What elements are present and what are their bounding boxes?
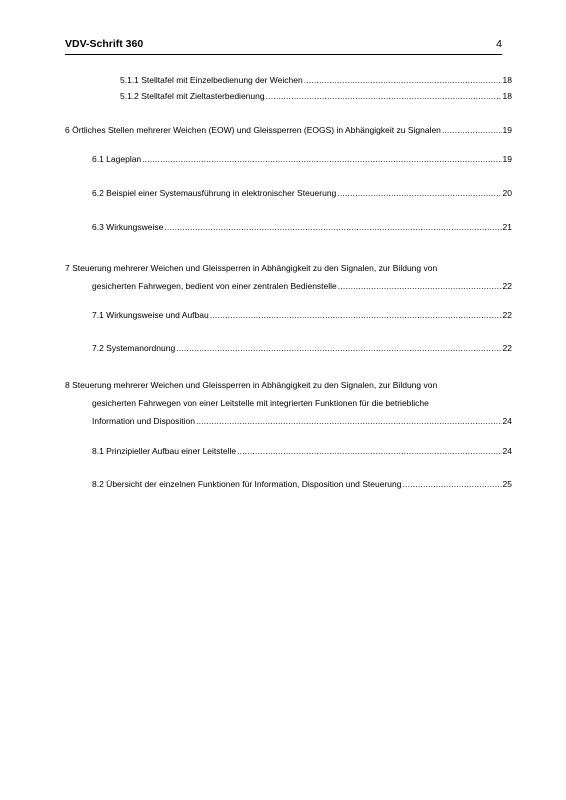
leader-dots (337, 281, 502, 292)
toc-entry-7-line1: 7 Steuerung mehrerer Weichen und Gleissperren in Abhängigkeit zu den Signalen, zur Bildung von (65, 263, 438, 273)
toc-entry-title: 8.1 Prinzipieller Aufbau einer Leitstelle (92, 446, 237, 456)
page-number: 4 (496, 38, 502, 50)
toc-entry-page: 22 (502, 343, 512, 353)
leader-dots (303, 75, 502, 86)
toc-entry-title: 6.1 Lageplan (92, 154, 142, 164)
leader-dots (175, 343, 501, 354)
leader-dots (141, 154, 501, 165)
toc-entry-page: 19 (502, 154, 512, 164)
toc-entry-page: 24 (502, 416, 512, 426)
toc-entry-page: 24 (502, 446, 512, 456)
leader-dots (336, 188, 501, 199)
toc-entry-title: Information und Disposition (92, 416, 196, 426)
toc-entry-8[interactable] (92, 416, 512, 427)
toc-entry-page: 22 (502, 310, 512, 320)
toc-entry-title: 5.1.2 Stelltafel mit Zieltasterbedienung (120, 91, 265, 101)
toc-entry-title: 8.2 Übersicht der einzelnen Funktionen für Information, Disposition und Steuerung (92, 479, 402, 489)
toc-entry-page: 22 (502, 281, 512, 291)
toc-entry-page: 19 (502, 125, 512, 135)
toc-entry-6[interactable] (65, 125, 512, 136)
toc-entry-6-2[interactable] (92, 188, 512, 199)
leader-dots (163, 222, 501, 233)
toc-entry-page: 21 (502, 222, 512, 232)
toc-entry-7-2[interactable] (92, 343, 512, 354)
leader-dots (195, 416, 502, 427)
toc-entry-page: 18 (502, 75, 512, 85)
toc-entry-8-line1: 8 Steuerung mehrerer Weichen und Gleissperren in Abhängigkeit zu den Signalen, zur Bildung von (65, 380, 438, 390)
toc-entry-page: 20 (502, 188, 512, 198)
toc-entry-6-3[interactable] (92, 222, 512, 233)
toc-entry-8-line2: gesicherten Fahrwegen von einer Leitstelle mit integrierten Funktionen für die betriebliche (92, 398, 429, 408)
toc-entry-6-1[interactable] (92, 154, 512, 165)
toc-entry-title: gesicherten Fahrwegen, bedient von einer zentralen Bedienstelle (92, 281, 337, 291)
leader-dots (265, 91, 502, 102)
toc-entry-8-1[interactable] (92, 446, 512, 457)
toc-entry-title: 6.2 Beispiel einer Systemausführung in elektronischer Steuerung (92, 188, 337, 198)
toc-entry-title: 7.1 Wirkungsweise und Aufbau (92, 310, 209, 320)
toc-entry-5-1-2[interactable] (120, 91, 512, 102)
leader-dots (209, 310, 502, 321)
toc-entry-page: 25 (502, 479, 512, 489)
toc-entry-7[interactable] (92, 281, 512, 292)
toc-entry-8-2[interactable] (92, 479, 512, 490)
toc-entry-7-1[interactable] (92, 310, 512, 321)
toc-entry-page: 18 (502, 91, 512, 101)
toc-entry-title: 6.3 Wirkungsweise (92, 222, 164, 232)
document-title: VDV-Schrift 360 (65, 38, 144, 50)
leader-dots (402, 479, 502, 490)
toc-entry-title: 5.1.1 Stelltafel mit Einzelbedienung der Weichen (120, 75, 303, 85)
toc-entry-title: 7.2 Systemanordnung (92, 343, 176, 353)
toc-entry-title: 6 Örtliches Stellen mehrerer Weichen (EOW) und Gleissperren (EOGS) in Abhängigkeit zu Signalen (65, 125, 441, 135)
leader-dots (441, 125, 502, 136)
leader-dots (236, 446, 501, 457)
toc-entry-5-1-1[interactable] (120, 75, 512, 86)
